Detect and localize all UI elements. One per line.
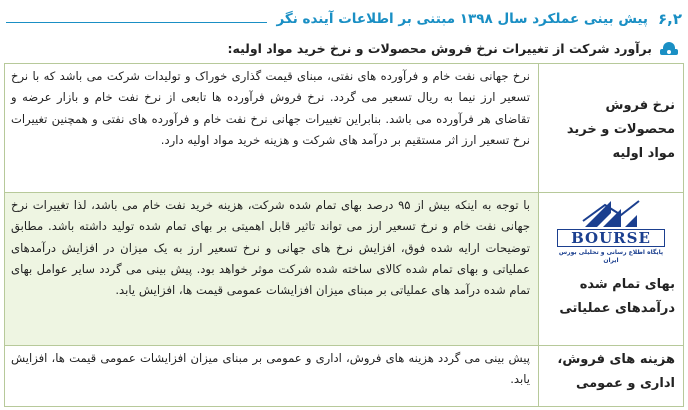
row-label: بهای تمام شده درآمدهای عملیاتی — [559, 277, 675, 316]
section-title: پیش بینی عملکرد سال ۱۳۹۸ مبتنی بر اطلاعات آینده نگر — [276, 11, 648, 27]
row-text: با توجه به اینکه بیش از ۹۵ درصد بهای تمام شده شرکت، هزینه خرید نفت خام می باشد، لذا تغییرات نرخ جهانی نفت خام و نرخ تسعیر ارز می تواند تاثیر قابل اهمیتی بر بهای تمام شده تولید داشته باشد. مطابق توضیحات ارایه شده فوق، افزایش نرخ های جهانی و نرخ تسعیر ارز به یک میزان در افزایش درآمدهای عملیاتی و بهای تمام شده کالای ساخته شده شرکت موثر خواهد بود. پیش بینی می گردد سایر عوامل بهای تمام شده درآمد های عملیاتی بر مبنای میزان افزایشات عمومی قیمت ها، افزایش یابد. — [11, 198, 530, 298]
section-heading — [6, 6, 682, 32]
row-content-cell — [5, 346, 539, 407]
subheading-text: برآورد شرکت از تغییرات نرخ فروش محصولات و نرخ خرید مواد اولیه: — [227, 40, 652, 56]
helmet-bullet-icon — [660, 41, 678, 55]
section-number: ۶,۲ — [657, 10, 682, 28]
row-text: نرخ جهانی نفت خام و فرآورده های نفتی، مبنای قیمت گذاری خوراک و تولیدات شرکت می باشد که با نرخ تسعیر ارز نیما به ریال تسعیر می گردد. نرخ فروش فرآورده ها تابعی از نرخ نفت خام و بازار عرضه و تقاضای هر فرآورده می باشد. بنابراین تغییرات جهانی نرخ نفت خام و فرآورده های نفتی و همچنین تغییرات نرخ تسعیر ارز اثر مستقیم بر درآمد های شرکت و هزینه خرید مواد اولیه دارد. — [11, 69, 530, 147]
bourse-logo — [553, 199, 669, 264]
row-text: پیش بینی می گردد هزینه های فروش، اداری و عمومی بر مبنای میزان افزایشات عمومی قیمت ها، افزایش یابد. — [11, 351, 530, 387]
row-label: نرخ فروش محصولات و خرید مواد اولیه — [566, 98, 675, 161]
logo-tagline: پایگاه اطلاع رسانی و تحلیلی بورس ایران — [558, 249, 664, 264]
subheading — [10, 36, 678, 60]
row-label-cell — [539, 346, 684, 407]
row-content-cell — [5, 64, 539, 193]
table-row — [5, 64, 684, 193]
table-row — [5, 193, 684, 346]
bourse-logo-mark-icon — [581, 199, 641, 229]
forecast-table — [4, 63, 684, 407]
table-row — [5, 346, 684, 407]
row-label-cell — [539, 64, 684, 193]
row-label-cell — [539, 193, 684, 346]
heading-rule — [6, 22, 267, 23]
logo-wordmark: BOURSE — [557, 229, 665, 247]
row-label: هزینه های فروش، اداری و عمومی — [557, 352, 675, 391]
row-content-cell — [5, 193, 539, 346]
